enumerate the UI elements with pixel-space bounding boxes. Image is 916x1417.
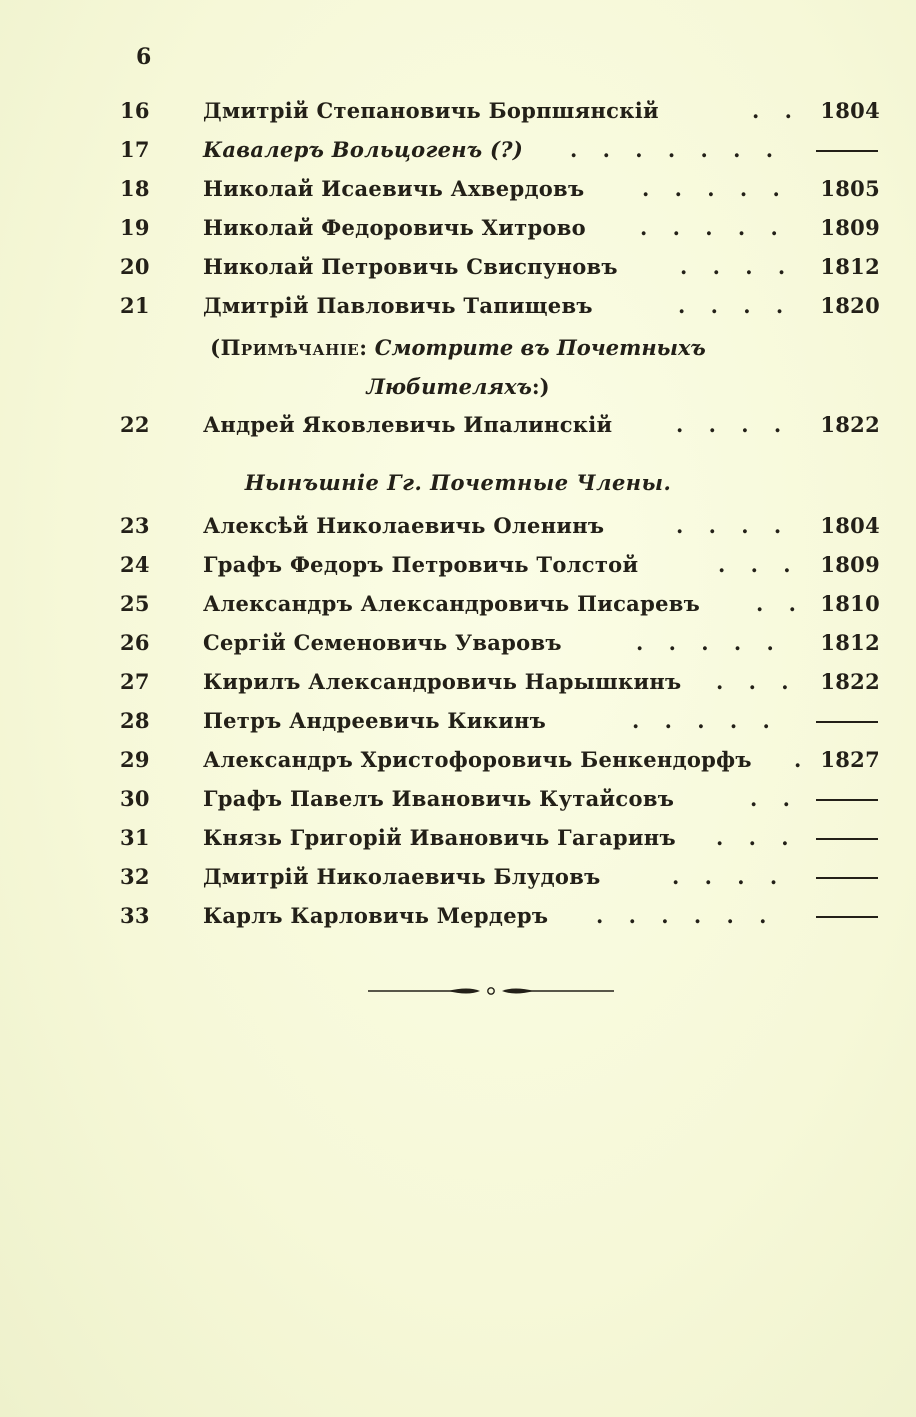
member-name: Дмитрій Николаевичь Блудовъ: [203, 864, 601, 889]
note-label: (Примѣчаніе:: [210, 335, 368, 360]
leader-dots: . .: [752, 98, 801, 123]
member-year: 1822: [820, 669, 880, 694]
member-name: Николай Исаевичь Ахвердовъ: [203, 176, 585, 201]
entry-number: 20: [120, 254, 150, 279]
member-name: Петръ Андреевичь Кикинъ: [203, 708, 547, 733]
year-dash: [816, 150, 878, 152]
year-dash: [816, 721, 878, 723]
member-entry-27: [0, 669, 916, 707]
leader-dots: . . . .: [676, 513, 791, 538]
note-text: Смотрите въ Почетныхъ: [374, 335, 706, 360]
member-year: 1812: [820, 630, 880, 655]
member-name: Дмитрій Степановичь Борпшянскій: [203, 98, 659, 123]
member-entry-21: [0, 293, 916, 331]
leader-dots: . .: [756, 591, 805, 616]
member-year: 1812: [820, 254, 880, 279]
entry-number: 24: [120, 552, 150, 577]
leader-dots: . . . .: [676, 412, 791, 437]
member-entry-20: [0, 254, 916, 292]
member-year: 1820: [820, 293, 880, 318]
member-entry-18: [0, 176, 916, 214]
entry-number: 16: [120, 98, 150, 123]
entry-number: 18: [120, 176, 150, 201]
member-entry-32: [0, 864, 916, 902]
member-name: Андрей Яковлевичь Ипалинскій: [203, 412, 613, 437]
member-year: 1809: [820, 215, 880, 240]
entry-number: 21: [120, 293, 150, 318]
leader-dots: . .: [750, 786, 799, 811]
entry-number: 29: [120, 747, 150, 772]
year-dash: [816, 877, 878, 879]
leader-dots: . . . . . . .: [570, 137, 783, 162]
member-entry-19: [0, 215, 916, 253]
member-year: 1810: [820, 591, 880, 616]
leader-dots: . . . . .: [636, 630, 783, 655]
leader-dots: . . . .: [678, 293, 793, 318]
member-entry-25: [0, 591, 916, 629]
entry-number: 23: [120, 513, 150, 538]
entry-number: 19: [120, 215, 150, 240]
year-dash: [816, 838, 878, 840]
member-name: Графъ Павелъ Ивановичь Кутайсовъ: [203, 786, 675, 811]
entry-number: 22: [120, 412, 150, 437]
member-year: 1809: [820, 552, 880, 577]
entry-number: 33: [120, 903, 150, 928]
member-name: Дмитрій Павловичь Тапищевъ: [203, 293, 593, 318]
member-name: Алексѣй Николаевичь Оленинъ: [203, 513, 605, 538]
leader-dots: . . . . .: [642, 176, 789, 201]
entry-number: 27: [120, 669, 150, 694]
member-name: Александръ Александровичь Писаревъ: [203, 591, 701, 616]
member-name: Карлъ Карловичь Мердеръ: [203, 903, 549, 928]
note-close: :): [531, 374, 550, 399]
member-year: 1822: [820, 412, 880, 437]
member-name: Николай Петровичь Свиспуновъ: [203, 254, 618, 279]
entry-number: 17: [120, 137, 150, 162]
leader-dots: . . .: [716, 669, 798, 694]
entry-number: 31: [120, 825, 150, 850]
leader-dots: .: [794, 747, 811, 772]
ornament-rule-icon: [368, 982, 614, 1000]
leader-dots: . . . . . .: [596, 903, 776, 928]
member-entry-23: [0, 513, 916, 551]
member-year: 1804: [820, 513, 880, 538]
member-name: Графъ Федоръ Петровичь Толстой: [203, 552, 639, 577]
member-entry-17: [0, 137, 916, 175]
year-dash: [816, 916, 878, 918]
entry-number: 28: [120, 708, 150, 733]
leader-dots: . . . .: [672, 864, 787, 889]
leader-dots: . . .: [716, 825, 798, 850]
member-year: 1827: [820, 747, 880, 772]
entry-number: 30: [120, 786, 150, 811]
member-name: Сергій Семеновичь Уваровъ: [203, 630, 562, 655]
member-entry-30: [0, 786, 916, 824]
member-name: Кирилъ Александровичь Нарышкинъ: [203, 669, 682, 694]
note-line-2: [0, 374, 916, 399]
member-year: 1804: [820, 98, 880, 123]
member-entry-28: [0, 708, 916, 746]
leader-dots: . . .: [718, 552, 800, 577]
entry-number: 32: [120, 864, 150, 889]
member-entry-16: [0, 98, 916, 136]
note-line-1: [0, 335, 916, 360]
leader-dots: . . . . .: [632, 708, 779, 733]
member-entry-29: [0, 747, 916, 785]
note-text-continued: Любителяхъ: [366, 374, 532, 399]
member-name: Николай Федоровичь Хитрово: [203, 215, 586, 240]
member-entry-24: [0, 552, 916, 590]
year-dash: [816, 799, 878, 801]
entry-number: 25: [120, 591, 150, 616]
entry-number: 26: [120, 630, 150, 655]
leader-dots: . . . . .: [640, 215, 787, 240]
leader-dots: . . . .: [680, 254, 795, 279]
member-name: Александръ Христофоровичь Бенкендорфъ: [203, 747, 752, 772]
page-number: 6: [136, 44, 152, 70]
member-year: 1805: [820, 176, 880, 201]
member-name: Кавалеръ Вольцогенъ (?): [203, 137, 524, 162]
member-name: Князь Григорій Ивановичь Гагаринъ: [203, 825, 676, 850]
section-heading: Нынъшніе Гг. Почетные Члены.: [244, 470, 672, 495]
member-entry-33: [0, 903, 916, 941]
member-entry-26: [0, 630, 916, 668]
member-entry-31: [0, 825, 916, 863]
member-entry-22: [0, 412, 916, 450]
